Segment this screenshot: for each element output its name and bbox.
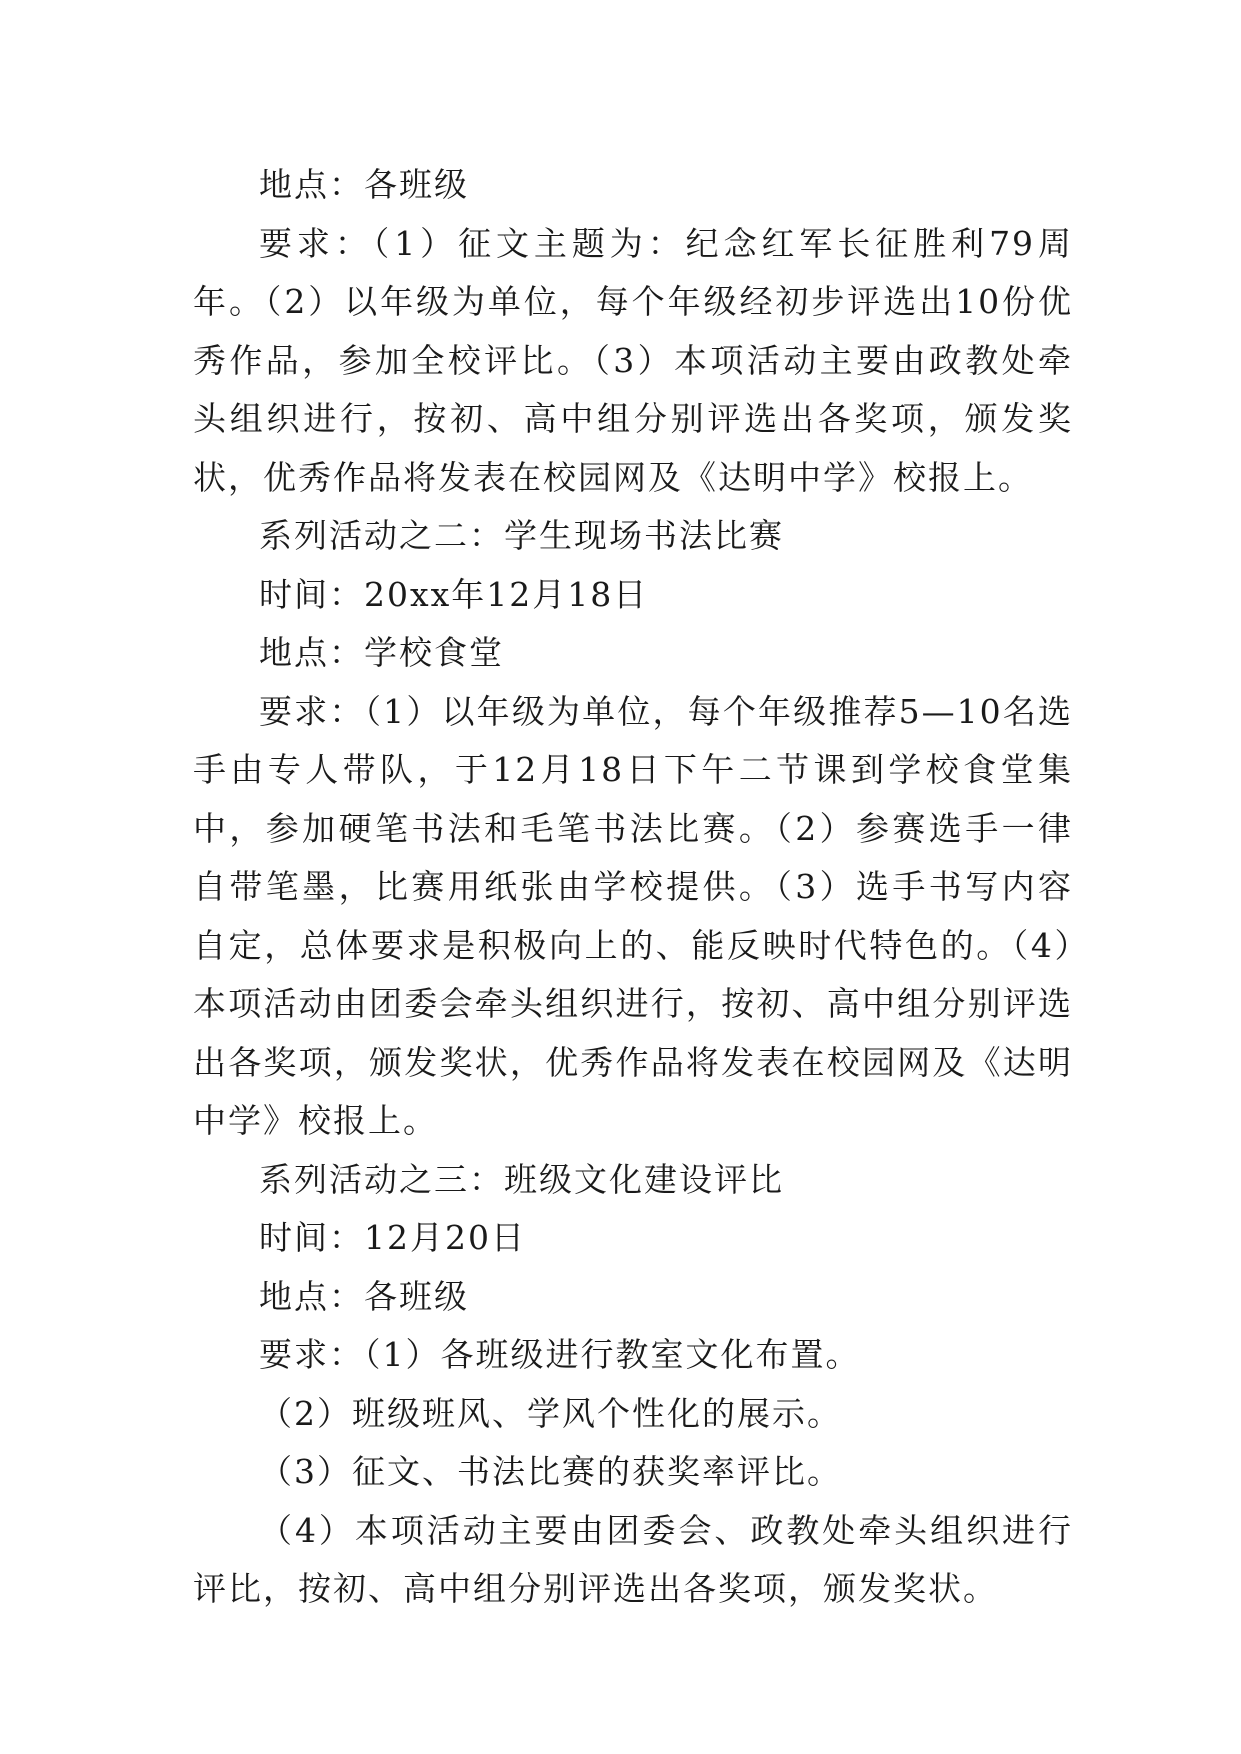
paragraph-location-2: 地点：学校食堂 bbox=[259, 633, 504, 672]
paragraph-requirements-2: 要求：（1）以年级为单位，每个年级推荐5—10名选手由专人带队，于12月18日下午二节课到学校食堂集中，参加硬笔书法和毛笔书法比赛。（2）参赛选手一律自带笔墨，比赛用纸张由学校提供。（3）选手书写内容自定，总体要求是积极向上的、能反映时代特色的。（4）本项活动由团委会牵头组织进行，按初、高中组分别评选出各奖项，颁发奖状，优秀作品将发表在校园网及《达明中学》校报上。 bbox=[193, 691, 1073, 1140]
paragraph-requirement-item-3: （3）征文、书法比赛的获奖率评比。 bbox=[259, 1452, 842, 1491]
paragraph-time-3: 时间：12月20日 bbox=[259, 1218, 526, 1257]
paragraph-location-3: 地点：各班级 bbox=[259, 1276, 469, 1316]
paragraph-requirements-3: 要求：（1）各班级进行教室文化布置。 bbox=[259, 1335, 861, 1374]
paragraph-requirements-1: 要求：（1）征文主题为：纪念红军长征胜利79周年。（2）以年级为单位，每个年级经初步评选出10份优秀作品，参加全校评比。（3）本项活动主要由政教处牵头组织进行，按初、高中组分别评选出各奖项，颁发奖状，优秀作品将发表在校园网及《达明中学》校报上。 bbox=[193, 223, 1073, 497]
paragraph-time-2: 时间：20xx年12月18日 bbox=[259, 574, 649, 614]
document-body bbox=[193, 156, 1073, 1619]
heading-activity-2: 系列活动之二：学生现场书法比赛 bbox=[259, 516, 784, 555]
paragraph-requirement-item-2: （2）班级班风、学风个性化的展示。 bbox=[259, 1393, 842, 1433]
heading-activity-3: 系列活动之三：班级文化建设评比 bbox=[259, 1159, 784, 1199]
paragraph-location-1: 地点：各班级 bbox=[259, 165, 469, 204]
paragraph-requirement-item-4: （4）本项活动主要由团委会、政教处牵头组织进行评比，按初、高中组分别评选出各奖项，颁发奖状。 bbox=[193, 1510, 1073, 1608]
